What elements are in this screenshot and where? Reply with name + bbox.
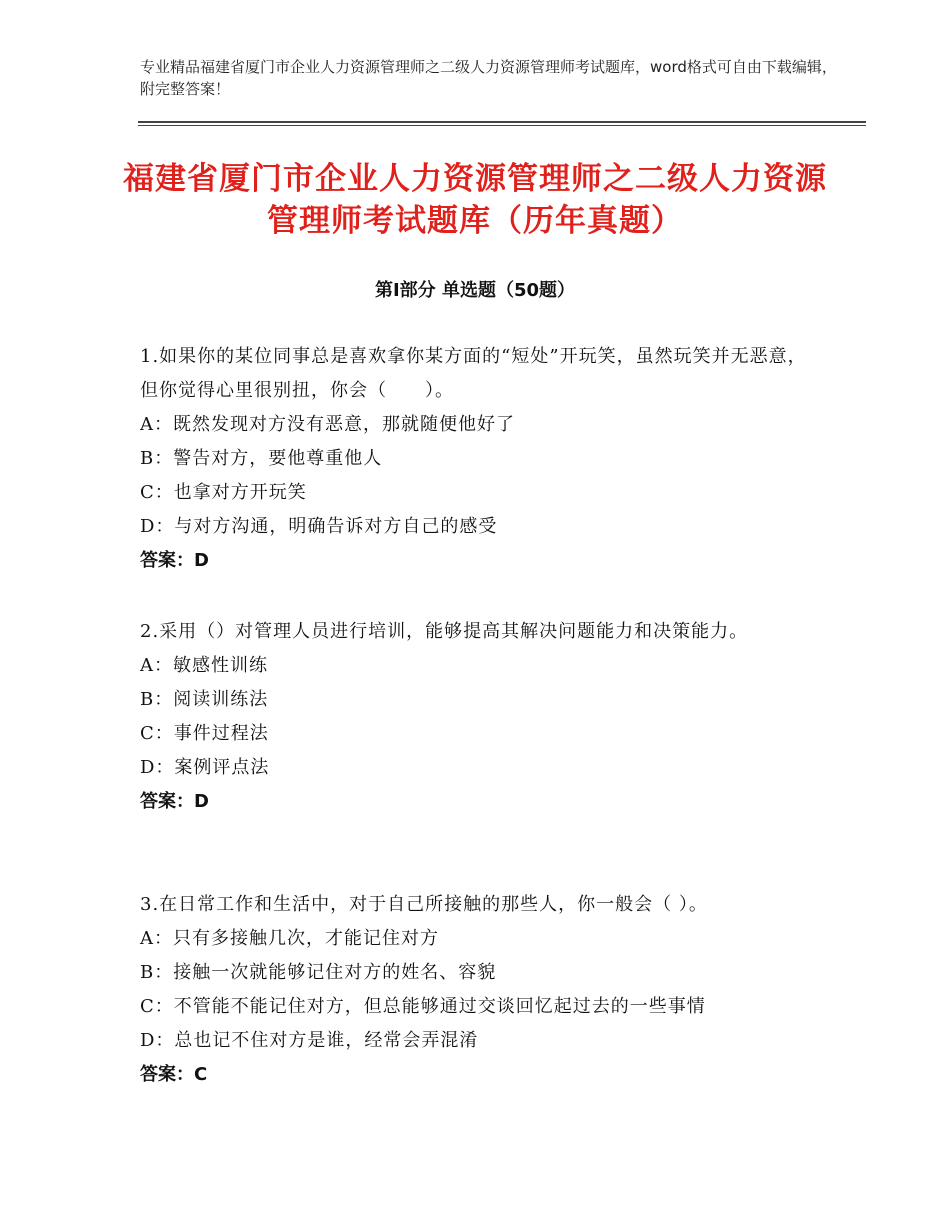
option-a: A：敏感性训练 xyxy=(140,655,268,676)
question-text: 3.在日常工作和生活中，对于自己所接触的那些人，你一般会（ ）。 xyxy=(140,894,708,915)
question-text: 2.采用（）对管理人员进行培训，能够提高其解决问题能力和决策能力。 xyxy=(140,621,749,642)
question-2 xyxy=(140,615,820,819)
document-title: 福建省厦门市企业人力资源管理师之二级人力资源管理师考试题库（历年真题） xyxy=(123,161,827,239)
option-b: B：接触一次就能够记住对方的姓名、容貌 xyxy=(140,962,497,983)
header-divider xyxy=(138,121,866,123)
option-d: D：与对方沟通，明确告诉对方自己的感受 xyxy=(140,516,498,537)
question-text: 1.如果你的某位同事总是喜欢拿你某方面的“短处”开玩笑，虽然玩笑并无恶意，但你觉得心里很别扭，你会（ ）。 xyxy=(140,346,807,401)
question-1 xyxy=(140,340,820,578)
answer: 答案：D xyxy=(140,791,209,812)
option-b: B：警告对方，要他尊重他人 xyxy=(140,448,383,469)
option-c: C：不管能不能记住对方，但总能够通过交谈回忆起过去的一些事情 xyxy=(140,996,706,1017)
question-3 xyxy=(140,888,820,1092)
option-a: A：只有多接触几次，才能记住对方 xyxy=(140,928,439,949)
option-c: C：也拿对方开玩笑 xyxy=(140,482,307,503)
answer: 答案：C xyxy=(140,1064,208,1085)
header-note: 专业精品福建省厦门市企业人力资源管理师之二级人力资源管理师考试题库，word格式可自由下载编辑，附完整答案！ xyxy=(140,58,837,98)
header-divider-thin xyxy=(138,125,866,126)
section-title: 第Ⅰ部分 单选题（50题） xyxy=(374,280,575,301)
option-c: C：事件过程法 xyxy=(140,723,269,744)
answer: 答案：D xyxy=(140,550,209,571)
option-a: A：既然发现对方没有恶意，那就随便他好了 xyxy=(140,414,515,435)
option-d: D：案例评点法 xyxy=(140,757,270,778)
option-d: D：总也记不住对方是谁，经常会弄混淆 xyxy=(140,1030,479,1051)
option-b: B：阅读训练法 xyxy=(140,689,269,710)
